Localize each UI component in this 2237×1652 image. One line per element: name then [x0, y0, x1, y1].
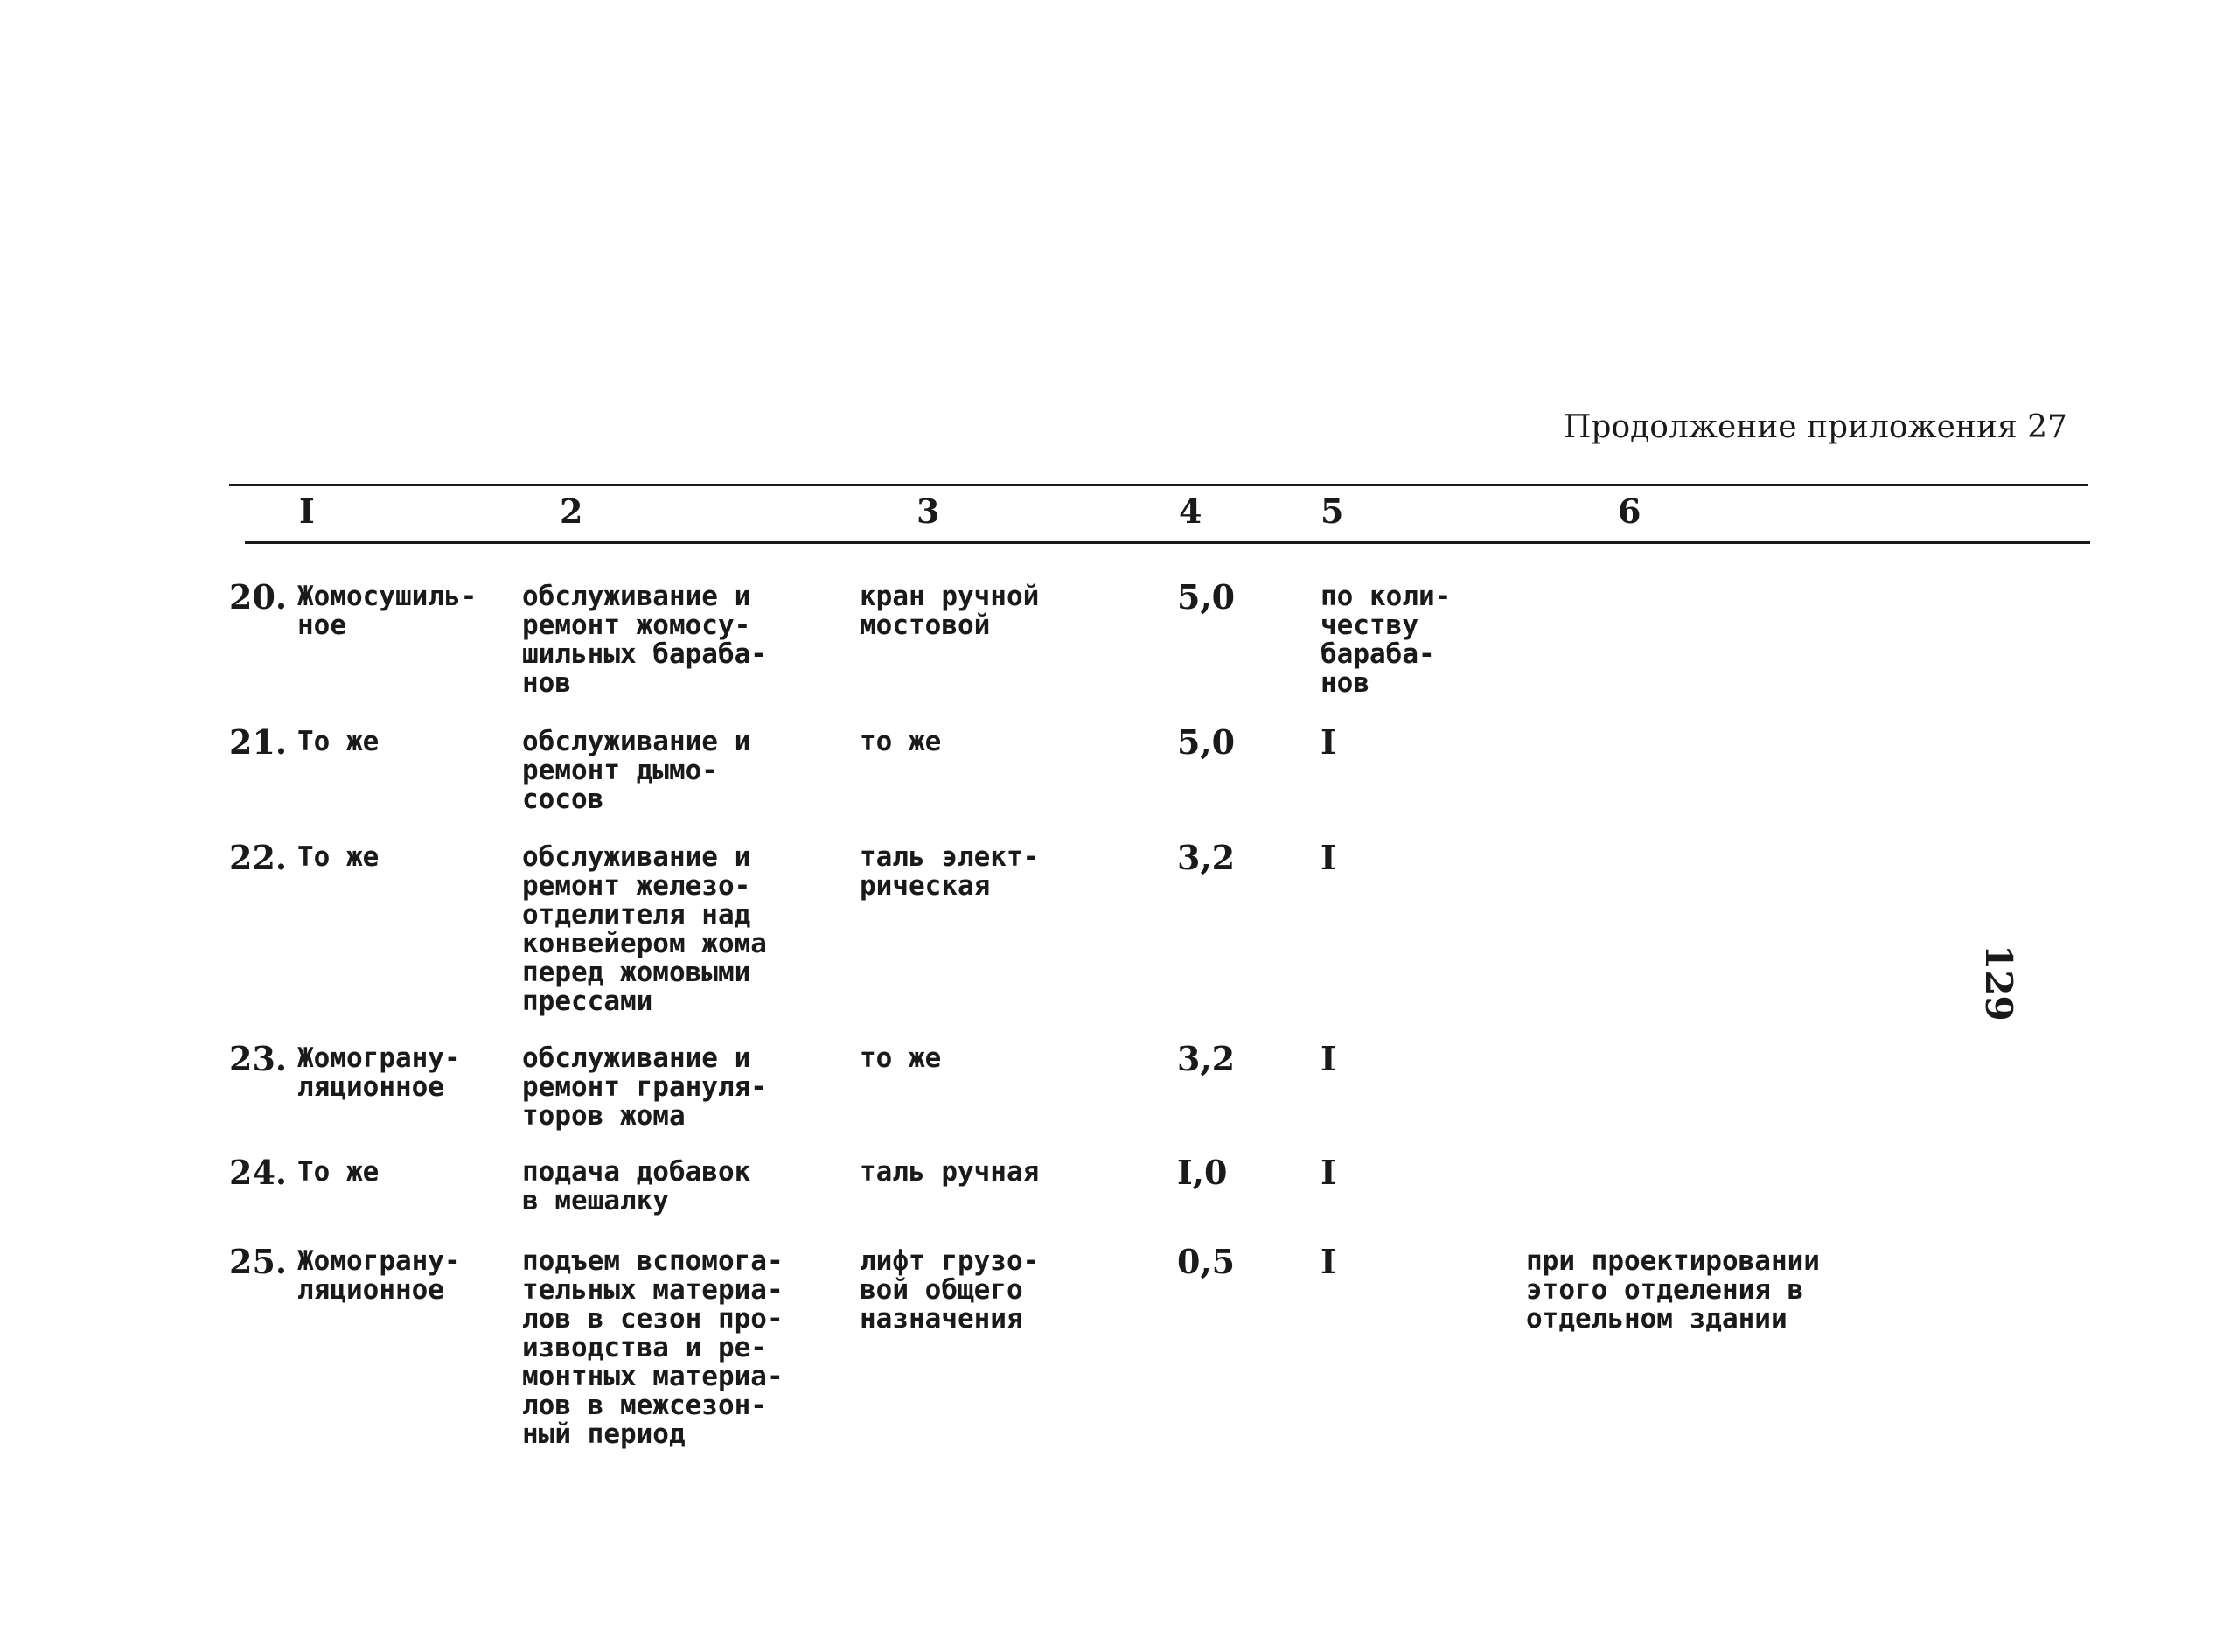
row-work: подача добавок в мешалку: [522, 1156, 751, 1216]
row-work: обслуживание и ремонт железо- отделителя над конвейером жома перед жомовыми прессами: [522, 841, 767, 1017]
row-place: Жомограну- ляционное: [297, 1042, 461, 1103]
continuation-title: Продолжение приложения 27: [1564, 409, 2067, 445]
row-place: То же: [297, 726, 380, 757]
row-count: I: [1321, 1242, 1336, 1281]
row-number: 20.: [229, 577, 288, 617]
row-number: 21.: [229, 722, 288, 762]
column-header-6: 6: [1618, 491, 1641, 531]
row-equipment: кран ручной мостовой: [860, 581, 1040, 641]
column-header-3: 3: [916, 491, 940, 531]
row-number: 24.: [229, 1153, 288, 1192]
row-equipment: лифт грузо- вой общего назначения: [860, 1245, 1040, 1335]
row-work: обслуживание и ремонт грануля- торов жома: [522, 1042, 767, 1132]
row-load: 0,5: [1177, 1242, 1236, 1281]
row-equipment: таль элект- рическая: [860, 841, 1040, 902]
row-number: 23.: [229, 1039, 288, 1078]
row-place: Жомограну- ляционное: [297, 1245, 461, 1306]
row-place: Жомосушиль- ное: [297, 581, 477, 641]
row-note: при проектировании этого отделения в отдельном здании: [1526, 1245, 1820, 1335]
column-header-1: I: [299, 491, 315, 531]
row-load: 3,2: [1177, 1039, 1236, 1078]
row-equipment: то же: [860, 726, 942, 757]
row-place: То же: [297, 841, 380, 873]
row-load: 5,0: [1177, 577, 1236, 617]
row-equipment: таль ручная: [860, 1156, 1040, 1188]
page-number: 129: [1977, 944, 2020, 1021]
row-work: подъем вспомога- тельных материа- лов в сезон про- изводства и ре- монтных материа- лов в межсезон- ный период: [522, 1245, 784, 1450]
row-work: обслуживание и ремонт жомосу- шильных бараба- нов: [522, 581, 767, 699]
row-number: 25.: [229, 1242, 288, 1281]
row-equipment: то же: [860, 1042, 942, 1074]
row-load: 5,0: [1177, 722, 1236, 762]
row-count: по коли- честву бараба- нов: [1321, 581, 1452, 699]
row-load: I,0: [1177, 1153, 1228, 1192]
row-count: I: [1321, 1039, 1336, 1078]
column-header-2: 2: [560, 491, 583, 531]
row-count: I: [1321, 1153, 1336, 1192]
table-top-rule: [229, 484, 2088, 486]
row-place: То же: [297, 1156, 380, 1188]
column-header-4: 4: [1179, 491, 1202, 531]
row-number: 22.: [229, 838, 288, 877]
table-header-rule: [245, 541, 2090, 544]
row-count: I: [1321, 722, 1336, 762]
row-count: I: [1321, 838, 1336, 877]
row-work: обслуживание и ремонт дымо- сосов: [522, 726, 751, 815]
column-header-5: 5: [1321, 491, 1344, 531]
row-load: 3,2: [1177, 838, 1236, 877]
